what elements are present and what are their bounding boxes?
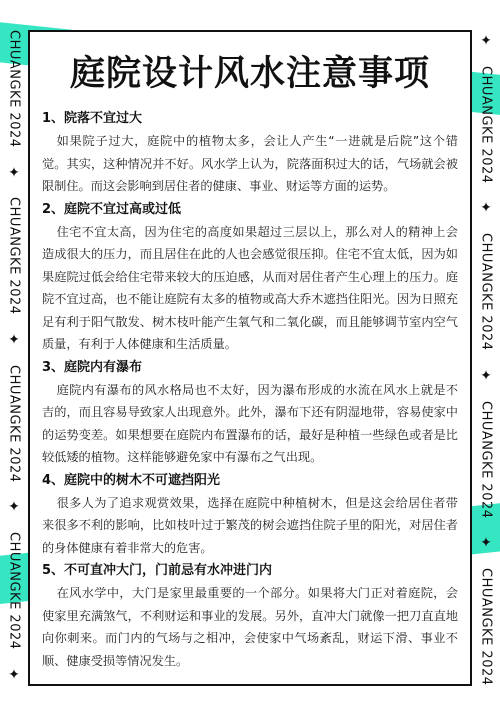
- section-3: [42, 359, 458, 469]
- document-content: [42, 40, 458, 674]
- section-1: [42, 110, 458, 198]
- section-body: 在风水学中，大门是家里最重要的一个部分。如果将大门正对着庭院，会使家里充满煞气，不利财运和事业的发展。另外，直冲大门就像一把刀直直地向你刺来。而门内的气场与之相冲，会使家中气场紊乱，财运下滑、事业不顺、健康受损等情况发生。: [42, 586, 458, 668]
- star-icon: ✦: [8, 666, 20, 683]
- side-label: CHUANGKE 2024: [478, 233, 494, 351]
- section-title: 4、庭院中的树木不可遮挡阳光: [42, 472, 221, 488]
- section-body: 庭院内有瀑布的风水格局也不太好，因为瀑布形成的水流在风水上就是不吉的，而且容易导致家人出现意外。此外，瀑布下还有阴湿地带，容易使家中的运势变差。如果想要在庭院内布置瀑布的话，最好是种植一些绿色或者是比较低矮的植物。这样能够避免家中有瀑布之气出现。: [42, 382, 458, 464]
- star-icon: ✦: [8, 331, 20, 348]
- side-label: CHUANGKE 2024: [6, 30, 22, 148]
- section-body: 如果院子过大，庭院中的植物太多，会让人产生“一进就是后院”这个错觉。其实，这种情况并不好。风水学上认为，院落面积过大的话，气场就会被限制住。而这会影响到居住者的健康、事业、财运等方面的运势。: [42, 134, 458, 193]
- section-title: 3、庭院内有瀑布: [42, 359, 143, 375]
- section-body: 很多人为了追求观赏效果，选择在庭院中种植树木，但是这会给居住者带来很多不利的影响，比如枝叶过于繁茂的树会遮挡住院子里的阳光，对居住者的身体健康有着非常大的危害。: [42, 495, 458, 555]
- side-label: CHUANGKE 2024: [6, 197, 22, 315]
- star-icon: ✦: [480, 535, 492, 552]
- star-icon: ✦: [480, 33, 492, 49]
- page-title: 庭院设计风水注意事项: [69, 54, 430, 94]
- side-label: CHUANGKE 2024: [6, 532, 22, 650]
- side-label: CHUANGKE 2024: [6, 364, 22, 483]
- section-title: 2、庭院不宜过高或过低: [42, 201, 182, 217]
- section-2: [42, 201, 458, 356]
- star-icon: ✦: [8, 499, 20, 516]
- side-label: CHUANGKE 2024: [478, 568, 494, 686]
- side-text-left: [3, 30, 25, 686]
- side-label: CHUANGKE 2024: [478, 400, 494, 519]
- star-icon: ✦: [480, 200, 492, 217]
- section-body: 住宅不宜太高，因为住宅的高度如果超过三层以上，那么对人的精神上会造成很大的压力，而且居住在此的人也会感觉很压抑。住宅不宜太低，因为如果庭院过低会给住宅带来较大的压迫感，从而对居住者产生心理上的压力。庭院不宜过高，也不能让庭院有太多的植物或高大乔木遮挡住阳光。因为日照充足有利于阳气散发、树木枝叶能产生氧气和二氧化碳，而且能够调节室内空气质量，有利于人体健康和生活质量。: [42, 224, 458, 351]
- section-title: 5、不可直冲大门，门前忌有水冲进门内: [42, 563, 273, 578]
- side-text-right: [475, 30, 497, 686]
- section-title: 1、院落不宜过大: [42, 111, 143, 126]
- star-icon: ✦: [8, 164, 20, 181]
- star-icon: ✦: [480, 367, 492, 384]
- section-5: [42, 562, 458, 672]
- side-label: CHUANGKE 2024: [478, 65, 494, 184]
- section-4: [42, 472, 458, 560]
